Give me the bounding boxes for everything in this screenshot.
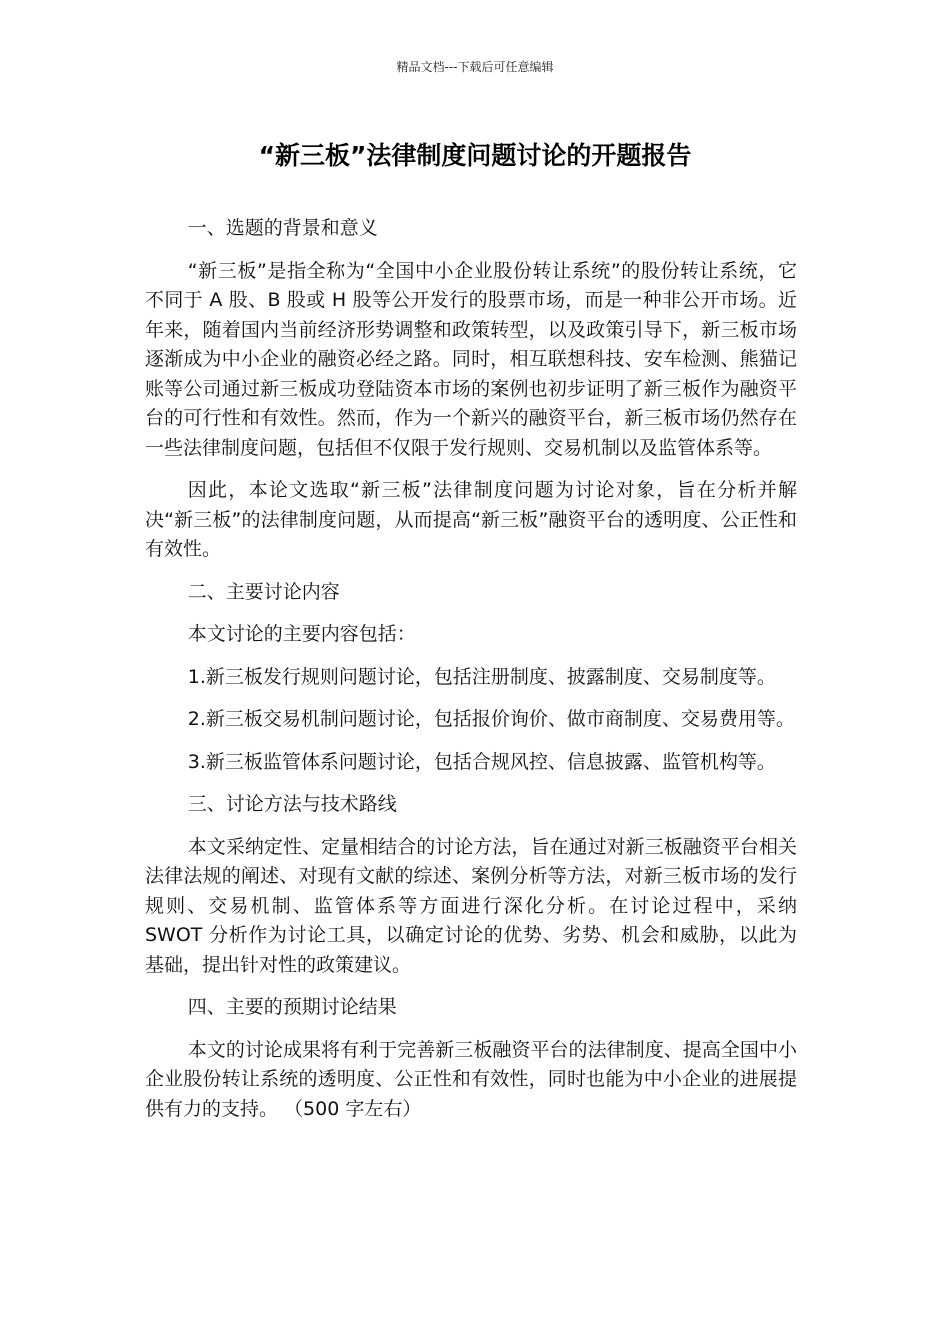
list-item-regulatory-system: 3.新三板监管体系问题讨论，包括合规风控、信息披露、监管机构等。 xyxy=(187,750,776,773)
header-note: 精品文档---下载后可任意编辑 xyxy=(396,60,554,74)
list-item-trading-mechanism: 2.新三板交易机制问题讨论，包括报价询价、做市商制度、交易费用等。 xyxy=(187,708,795,730)
list-item-issuance-rules: 1.新三板发行规则问题讨论，包括注册制度、披露制度、交易制度等。 xyxy=(187,665,776,688)
document-body xyxy=(145,214,797,1137)
section-heading-expected-results: 四、主要的预期讨论结果 xyxy=(187,996,397,1018)
paragraph-background-2: 因此，本论文选取“新三板”法律制度问题为讨论对象，旨在分析并解决“新三板”的法律制度问题，从而提高“新三板”融资平台的透明度、公正性和有效性。 xyxy=(145,479,797,560)
document-title: “新三板”法律制度问题讨论的开题报告 xyxy=(258,141,692,170)
section-heading-methods: 三、讨论方法与技术路线 xyxy=(187,793,397,815)
paragraph-methods: 本文采纳定性、定量相结合的讨论方法，旨在通过对新三板融资平台相关法律法规的阐述、对现有文献的综述、案例分析等方法，对新三板市场的发行规则、交易机制、监管体系等方面进行深化分析。在讨论过程中，采纳 SWOT 分析作为讨论工具，以确定讨论的优势、劣势、机会和威胁，以此为基础，提出针对性的政策建议。 xyxy=(145,835,797,976)
paragraph-main-content-intro: 本文讨论的主要内容包括： xyxy=(187,623,416,645)
section-heading-main-content: 二、主要讨论内容 xyxy=(187,580,340,603)
paragraph-expected-results: 本文的讨论成果将有利于完善新三板融资平台的法律制度、提高全国中小企业股份转让系统的透明度、公正性和有效性，同时也能为中小企业的进展提供有力的支持。 （500 字左右） xyxy=(145,1038,797,1120)
paragraph-background-1: “新三板”是指全称为“全国中小企业股份转让系统”的股份转让系统，它不同于 A 股、B 股或 H 股等公开发行的股票市场，而是一种非公开市场。近年来，随着国内当前经济形势调整和政策转型，以及政策引导下，新三板市场逐渐成为中小企业的融资必经之路。同时，相互联想科技、安车检测、熊猫记账等公司通过新三板成功登陆资本市场的案例也初步证明了新三板作为融资平台的可行性和有效性。然而，作为一个新兴的融资平台，新三板市场仍然存在一些法律制度问题，包括但不仅限于发行规则、交易机制以及监管体系等。 xyxy=(145,259,797,459)
section-heading-background: 一、选题的背景和意义 xyxy=(187,217,378,239)
